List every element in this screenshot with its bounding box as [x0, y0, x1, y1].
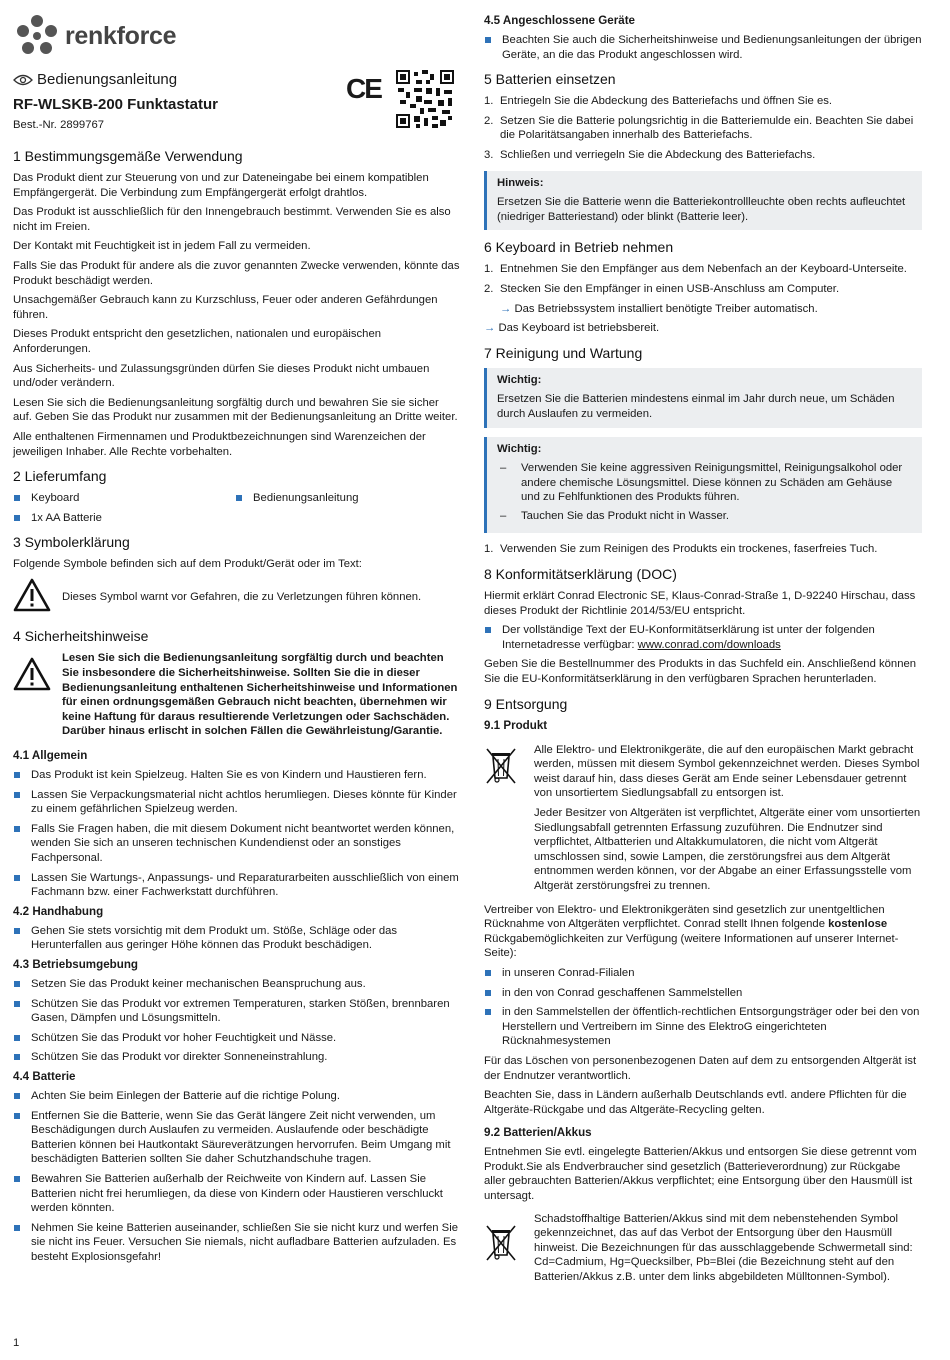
paragraph: Beachten Sie, dass in Ländern außerhalb Deutschlands evtl. andere Pflichten für die Altgeräte-Rückgabe und das Altgeräte-Recycling gelten.: [484, 1089, 907, 1116]
list-item: Falls Sie Fragen haben, die mit diesem Dokument nicht beantwortet werden können, wenden Sie sich an unseren technischen Kundendienst oder an sonstiges Fachpersonal.: [13, 822, 460, 866]
crossed-bin-icon: [484, 1222, 518, 1262]
list-item: in unseren Conrad-Filialen: [484, 966, 922, 981]
list-item: Gehen Sie stets vorsichtig mit dem Produkt um. Stöße, Schläge oder das Herunterfallen aus geringer Höhe können das Produkt beschädigen.: [13, 924, 460, 953]
paragraph: Schadstoffhaltige Batterien/Akkus sind mit dem nebenstehenden Symbol gekennzeichnet, das auf das Verbot der Entsorgung über den Hausmüll hinweist. Die Bezeichnungen für das ausschlaggebende Schwermetall sind: Cd=Cadmium, Hg=Quecksilber, Pb=Blei (die Bezeichnung steht auf den Batterien/Akkus z.B. unter dem links abgebildeten Mülltonnen-Symbol).: [534, 1212, 913, 1284]
qr-code-icon: [396, 70, 454, 128]
paragraph: Folgende Symbole befinden sich auf dem Produkt/Gerät oder im Text:: [13, 558, 362, 571]
paragraph: Das Produkt dient zur Steuerung von und zur Dateneingabe bei einem kompatiblen Empfängergerät. Die Verbindung zum Empfängergerät erfolgt drahtlos.: [13, 172, 429, 199]
step-item: 1. Entnehmen Sie den Empfänger aus dem Nebenfach an der Keyboard-Unterseite.: [484, 263, 907, 276]
important-text: Ersetzen Sie die Batterien mindestens einmal im Jahr durch neue, um Schäden durch Auslaufen zu vermeiden.: [497, 393, 895, 420]
delivery-list: [13, 491, 460, 530]
list-item: – Tauchen Sie das Produkt nicht in Wasser.: [497, 509, 914, 524]
list-item: Lassen Sie Wartungs-, Anpassungs- und Reparaturarbeiten ausschließlich von einem Fachmann bzw. einer Fachwerkstatt durchführen.: [13, 871, 460, 900]
paragraph: Das Produkt ist ausschließlich für den Innengebrauch bestimmt. Verwenden Sie es also nicht im Freien.: [13, 206, 451, 233]
list-item: 1x AA Batterie: [13, 511, 235, 526]
doc-header: [13, 70, 460, 140]
paragraph: Der Kontakt mit Feuchtigkeit ist in jedem Fall zu vermeiden.: [13, 240, 311, 253]
paragraph: Vertreiber von Elektro- und Elektronikgeräten sind gesetzlich zur unentgeltlichen Rücknahme von Altgeräten verpflichtet. Conrad stellt Ihnen folgende kostenlose Rückgabemöglichkeiten zur Verfügung (weitere Informationen auf unserer Internet-Seite):: [484, 903, 899, 960]
step-item: 2. Stecken Sie den Empfänger in einen USB-Anschluss am Computer.: [484, 282, 840, 295]
section-4-5-title: 4.5 Angeschlossene Geräte: [484, 14, 636, 27]
paragraph: Alle Elektro- und Elektronikgeräte, die auf den europäischen Markt gebracht werden, müssen mit diesem Symbol gekennzeichnet werden. Dieses Symbol weist darauf hin, dass dieses Gerät am Ende seiner Lebensdauer getrennt von unsortiertem Siedlungsabfall zu entsorgen ist.: [534, 743, 920, 800]
paragraph: Dieses Produkt entspricht den gesetzlichen, nationalen und europäischen Anforderungen.: [13, 328, 382, 355]
battery-disposal-block: [484, 1212, 922, 1290]
important-title: Wichtig:: [497, 442, 542, 455]
list-item: Bedienungsanleitung: [235, 491, 359, 506]
section-8-title: 8 Konformitätserklärung (DOC): [484, 566, 677, 583]
list-item: Beachten Sie auch die Sicherheitshinweise und Bedienungsanleitungen der übrigen Geräte, an die das Produkt angeschlossen wird.: [484, 33, 922, 62]
step-item: 3. Schließen und verriegeln Sie die Abdeckung des Batteriefachs.: [484, 148, 816, 161]
note-box: [484, 171, 922, 231]
list-item: Schützen Sie das Produkt vor extremen Temperaturen, starken Stößen, brennbaren Gasen, Dämpfen und Lösungsmitteln.: [13, 997, 460, 1026]
list-item: Der vollständige Text der EU-Konformitätserklärung ist unter der folgenden Internetadresse verfügbar: www.conrad.com/downloads: [484, 623, 922, 652]
list-item: Das Produkt ist kein Spielzeug. Halten Sie es von Kindern und Haustieren fern.: [13, 768, 460, 783]
paragraph: Geben Sie die Bestellnummer des Produkts in das Suchfeld ein. Anschließend können Sie die EU-Konformitätserklärung in den verfügbaren Sprachen herunterladen.: [484, 658, 917, 686]
section-6-title: 6 Keyboard in Betrieb nehmen: [484, 239, 674, 256]
arrow-right-icon: →: [484, 322, 496, 335]
warning-symbol-text: Dieses Symbol warnt vor Gefahren, die zu Verletzungen führen können.: [62, 590, 422, 603]
step-item: 1. Verwenden Sie zum Reinigen des Produkts ein trockenes, faserfreies Tuch.: [484, 543, 878, 556]
ce-mark: CE: [346, 73, 381, 104]
safety-warning-row: [13, 651, 460, 739]
important-title: Wichtig:: [497, 373, 542, 386]
left-body: [13, 148, 460, 1269]
list-item: Bewahren Sie Batterien außerhalb der Reichweite von Kindern auf. Lassen Sie Batterien nicht frei herumliegen, da diese von Kindern oder Haustieren verschluckt werden könnten.: [13, 1172, 460, 1216]
list-item: Schützen Sie das Produkt vor direkter Sonneneinstrahlung.: [13, 1050, 460, 1065]
symbol-warning-row: [13, 578, 460, 617]
paragraph: Jeder Besitzer von Altgeräten ist verpflichtet, Altgeräte einer vom unsortierten Siedlungsabfall getrennten Erfassung zuzuführen. Die Endnutzer sind verpflichtet, Altbatterien und Altakkumulatoren, die nicht vom Altgerät umschlossen sind, sowie Lampen, die zerstörungsfrei aus dem Altgerät entnommen werden können, vor der Abgabe an einer Erfassungsstelle vom Altgerät zerstörungsfrei zu trennen.: [534, 807, 921, 892]
arrow-right-icon: →: [500, 302, 512, 315]
product-title: RF-WLSKB-200 Funktastatur: [13, 96, 219, 113]
important-box: [484, 437, 922, 534]
warning-triangle-icon: [13, 578, 51, 612]
safety-warning-text: Lesen Sie sich die Bedienungsanleitung sorgfältig durch und beachten Sie insbesondere die Sicherheitshinweise. Sollten Sie die in dieser Bedienungsanleitung enthaltenen Sicherheitshinweise und Informationen für einen ordnungsgemäßen Gebrauch nicht beachten, übernehmen wir keine Haftung für daraus resultierende Verletzungen oder Sachschäden. Darüber hinaus erlischt in solchen Fällen die Gewährleistung/Garantie.: [62, 652, 458, 738]
step-item: 1. Entriegeln Sie die Abdeckung des Batteriefachs und öffnen Sie es.: [484, 95, 833, 108]
paragraph: Lesen Sie sich die Bedienungsanleitung sorgfältig durch und bewahren Sie sie sicher auf. Geben Sie das Produkt nur zusammen mit der Bedienungsanleitung an Dritte weiter.: [13, 396, 458, 424]
step-item: 2. Setzen Sie die Batterie polungsrichtig in die Batteriemulde ein. Beachten Sie dabei die Polaritätsangaben innerhalb des Batteriefachs.: [484, 114, 914, 142]
important-box: [484, 368, 922, 428]
weee-block: [484, 743, 922, 903]
list-item: Nehmen Sie keine Batterien auseinander, schließen Sie sie nicht kurz und werfen Sie sie nicht ins Feuer. Versuchen Sie niemals, nicht aufladbare Batterien aufzuladen. Es besteht Explosionsgefahr!: [13, 1221, 460, 1265]
brand-logo: [15, 14, 176, 58]
doc-type: Bedienungsanleitung: [37, 71, 178, 88]
warning-triangle-icon: [13, 657, 51, 691]
paragraph: Falls Sie das Produkt für andere als die zuvor genannten Zwecke verwenden, könnte das Produkt beschädigt werden.: [13, 259, 460, 287]
paragraph: Entnehmen Sie evtl. eingelegte Batterien/Akkus und entsorgen Sie diese getrennt vom Produkt.Sie als Endverbraucher sind gesetzlich (Batterieverordnung) zur Rückgabe aller gebrauchten Batterien/Akkus verpflichtet; eine Entsorgung über den Hausmüll ist untersagt.: [484, 1146, 917, 1203]
list-item: Entfernen Sie die Batterie, wenn Sie das Gerät längere Zeit nicht verwenden, um Beschädigungen durch Auslaufen zu vermeiden. Auslaufende oder beschädigte Batterien können bei Hautkontakt Säureverätzungen hervorrufen. Beim Umgang mit beschädigten Batterien sollten Sie daher Schutzhandschuhe tragen.: [13, 1109, 460, 1167]
section-3-title: 3 Symbolerklärung: [13, 534, 130, 551]
list-item: in den von Conrad geschaffenen Sammelstellen: [484, 986, 922, 1001]
paragraph: Unsachgemäßer Gebrauch kann zu Kurzschluss, Feuer oder anderen Gefährdungen führen.: [13, 294, 438, 321]
note-text: Ersetzen Sie die Batterie wenn die Batteriekontrollleuchte oben rechts aufleuchtet (niedriger Batteriestand) oder blinkt (Batterie leer).: [497, 196, 906, 223]
section-4-2-title: 4.2 Handhabung: [13, 904, 104, 918]
list-item: Keyboard: [13, 491, 235, 506]
list-item: Achten Sie beim Einlegen der Batterie auf die richtige Polung.: [13, 1089, 460, 1104]
section-9-2-title: 9.2 Batterien/Akkus: [484, 1126, 592, 1140]
result-line: → Das Betriebssystem installiert benötigte Treiber automatisch.: [500, 302, 818, 315]
section-9-1-title: 9.1 Produkt: [484, 718, 548, 732]
result-line: → Das Keyboard ist betriebsbereit.: [484, 322, 660, 335]
list-item: in den Sammelstellen der öffentlich-rechtlichen Entsorgungsträger oder bei den von Herstellern und Vertreibern im Sinne des ElektroG eingerichteten Rücknahmesystemen: [484, 1005, 922, 1049]
note-title: Hinweis:: [497, 176, 544, 189]
section-7-title: 7 Reinigung und Wartung: [484, 344, 643, 361]
list-item: Lassen Sie Verpackungsmaterial nicht achtlos herumliegen. Dieses könnte für Kinder zu einem gefährlichen Spielzeug werden.: [13, 788, 460, 817]
list-item: Setzen Sie das Produkt keiner mechanischen Beanspruchung aus.: [13, 977, 460, 992]
section-5-title: 5 Batterien einsetzen: [484, 71, 616, 88]
section-2-title: 2 Lieferumfang: [13, 468, 107, 485]
list-item: – Verwenden Sie keine aggressiven Reinigungsmittel, Reinigungsalkohol oder andere chemische Lösungsmittel. Diese können zu Schäden am Gehäuse und zu Fehlfunktionen des Produkts führen.: [497, 461, 914, 505]
paragraph: Für das Löschen von personenbezogenen Daten auf dem zu entsorgenden Altgerät ist der Endnutzer verantwortlich.: [484, 1054, 917, 1082]
order-number: Best.-Nr. 2899767: [13, 119, 105, 131]
right-body: [484, 14, 922, 1290]
section-1-title: 1 Bestimmungsgemäße Verwendung: [13, 148, 243, 164]
paragraph: Alle enthaltenen Firmennamen und Produktbezeichnungen sind Warenzeichen der jeweiligen Inhaber. Alle Rechte vorbehalten.: [13, 430, 426, 458]
brand-name: renkforce: [65, 21, 177, 50]
section-4-3-title: 4.3 Betriebsumgebung: [13, 957, 138, 971]
section-4-title: 4 Sicherheitshinweise: [13, 628, 149, 645]
eye-icon: [13, 74, 33, 86]
conrad-downloads-link[interactable]: www.conrad.com/downloads: [637, 638, 781, 651]
section-4-1-title: 4.1 Allgemein: [13, 749, 88, 763]
list-item: Schützen Sie das Produkt vor hoher Feuchtigkeit und Nässe.: [13, 1031, 460, 1046]
section-9-title: 9 Entsorgung: [484, 695, 568, 712]
paragraph: Hiermit erklärt Conrad Electronic SE, Klaus-Conrad-Straße 1, D-92240 Hirschau, dass dieses Produkt der Richtlinie 2014/53/EU entspricht.: [484, 590, 916, 617]
paragraph: Aus Sicherheits- und Zulassungsgründen dürfen Sie dieses Produkt nicht umbauen und/oder verändern.: [13, 362, 430, 390]
section-4-4-title: 4.4 Batterie: [13, 1069, 76, 1083]
crossed-bin-icon: [484, 745, 518, 785]
page-number: 1: [13, 1337, 20, 1349]
renkforce-logo-icon: [15, 14, 59, 58]
